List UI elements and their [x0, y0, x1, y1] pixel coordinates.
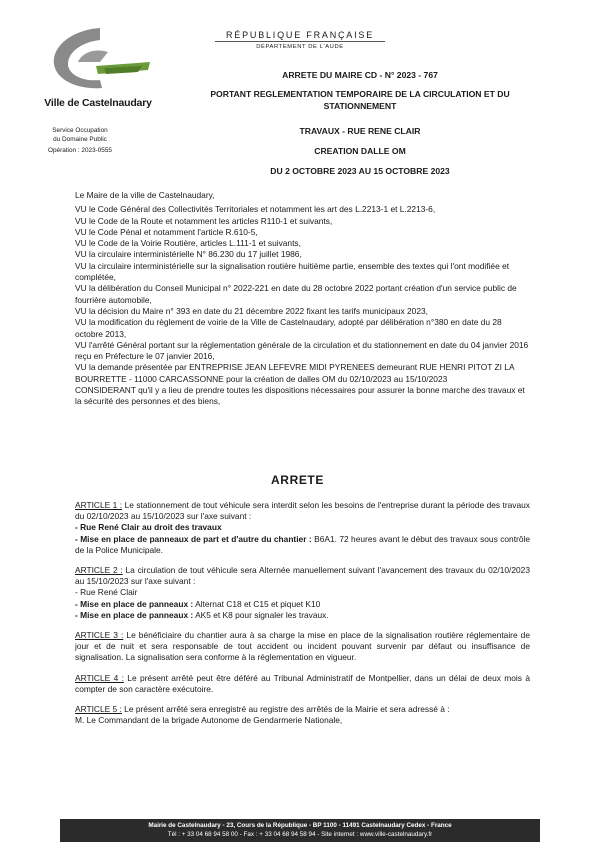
- preamble-line: VU le Code Général des Collectivités Territoriales et notamment les art des L.2213-1 et L.2213-6,: [75, 204, 436, 215]
- article-text: Le bénéficiaire du chantier aura à sa charge la mise en place de la signalisation routière réglementaire de jour et de nuit et sera responsable de tout accident ou incident pouvant survenir par défaut ou insuffisance de signalisation. La signalisation sera conforme à la réglementation en vigueur.: [75, 630, 531, 663]
- preamble-line: Le Maire de la ville de Castelnaudary,: [75, 190, 215, 200]
- decree-works: TRAVAUX - RUE RENE CLAIR: [299, 126, 421, 136]
- footer-address: Mairie de Castelnaudary - 23, Cours de la République - BP 1100 - 11491 Castelnaudary Cedex - France: [148, 822, 452, 829]
- article-text: La circulation de tout véhicule sera Alternée manuellement suivant l'avancement des travaux du 02/10/2023 au 15/10/2023 sur l'axe suivant :: [75, 565, 530, 587]
- preamble-line: VU la demande présentée par ENTREPRISE JEAN LEFEVRE MIDI PYRENEES demeurant RUE HENRI PITOT ZI LA BOURRETTE - 11000 CARCASSONNE pour la création de dalles OM du 02/10/2023 au 15/10/2023: [75, 362, 515, 384]
- article-bullet: - Rue René Clair: [75, 587, 138, 598]
- preamble-line: CONSIDERANT qu'il y a lieu de prendre toutes les dispositions nécessaires pour assurer la bonne marche des travaux et la sécurité des personnes et des biens,: [75, 385, 525, 407]
- article-label: ARTICLE 4 :: [75, 672, 124, 683]
- preamble-line: VU la modification du règlement de voirie de la Ville de Castelnaudary, adopté par délibération n°380 en date du 28 octobre 2013,: [75, 317, 502, 339]
- article-bullet: [75, 610, 530, 621]
- decree-subject: CREATION DALLE OM: [314, 146, 406, 156]
- service-line: du Domaine Public: [53, 135, 107, 143]
- footer-bar: [60, 819, 540, 842]
- preamble-line: VU la décision du Maire n° 393 en date du 21 décembre 2022 fixant les tarifs municipaux 2023,: [75, 305, 428, 316]
- operation-number: Opération : 2023-0555: [48, 147, 112, 155]
- decision-heading: ARRETE: [271, 473, 324, 487]
- article-3: [75, 630, 530, 664]
- preamble: [75, 190, 530, 408]
- article-text: Le stationnement de tout véhicule sera interdit selon les besoins de l'entreprise durant la période des travaux du 02/10/2023 au 15/10/2023 sur l'axe suivant :: [75, 500, 530, 522]
- preamble-line: VU la circulaire interministérielle N° 86.230 du 17 juillet 1986,: [75, 249, 302, 260]
- article-bullet-lead: - Mise en place de panneaux :: [75, 598, 194, 609]
- article-5: [75, 704, 530, 715]
- preamble-line: VU l'arrêté Général portant sur la réglementation générale de la circulation et du stationnement en date du 04 janvier 2016 reçu en Préfecture le 07 janvier 2016,: [75, 339, 529, 362]
- header-divider: [215, 41, 385, 42]
- service-line: Service Occupation: [52, 127, 108, 134]
- decree-period: DU 2 OCTOBRE 2023 AU 15 OCTOBRE 2023: [270, 166, 450, 176]
- article-bullet-lead: - Mise en place de panneaux :: [75, 609, 194, 620]
- articles: [75, 500, 530, 726]
- decree-title-line: PORTANT REGLEMENTATION TEMPORAIRE DE LA CIRCULATION ET DU: [210, 89, 510, 99]
- article-bullet-lead: - Mise en place de panneaux de part et d'autre du chantier :: [75, 533, 312, 544]
- preamble-line: VU la délibération du Conseil Municipal n° 2022-221 en date du 28 octobre 2022 portant création d'un service public de fourrière automobile,: [75, 283, 517, 305]
- article-text: Le présent arrêté sera enregistré au registre des arrêtés de la Mairie et sera adressé à :: [121, 704, 450, 715]
- article-4: [75, 673, 530, 695]
- article-label: ARTICLE 3 :: [75, 630, 124, 641]
- article-bullet: - Rue René Clair au droit des travaux: [75, 522, 222, 533]
- department-heading: DÉPARTEMENT DE L'AUDE: [256, 44, 344, 50]
- article-bullet-text: Alternat C18 et C15 et piquet K10: [193, 598, 321, 609]
- decree-number: ARRETE DU MAIRE CD - N° 2023 - 767: [282, 70, 438, 80]
- article-1: [75, 500, 530, 522]
- article-label: ARTICLE 5 :: [75, 704, 122, 715]
- preamble-line: VU le Code Pénal et notamment l'article R.610-5,: [75, 226, 258, 237]
- article-bullet-text: B6A1. 72 heures avant le début des travaux sous contrôle de la Police Municipale.: [75, 533, 530, 555]
- article-bullet: M. Le Commandant de la brigade Autonome de Gendarmerie Nationale,: [75, 715, 343, 726]
- service-block: [25, 127, 135, 156]
- city-name: Ville de Castelnaudary: [44, 97, 152, 109]
- article-text: Le présent arrêté peut être déféré au Tribunal Administratif de Montpellier, dans un délai de deux mois à compter de son caractère exécutoire.: [75, 672, 530, 694]
- preamble-line: VU la circulaire interministérielle sur la signalisation routière huitième partie, ensemble des textes qui l'ont modifiée et complétée,: [75, 260, 510, 283]
- article-bullet: [75, 534, 530, 556]
- city-logo: [38, 22, 158, 94]
- preamble-line: VU le Code de la Voirie Routière, articles L.111-1 et suivants,: [75, 238, 301, 249]
- footer-contact: Tél : + 33 04 68 94 58 00 - Fax : + 33 04 68 94 58 94 - Site internet : www.ville-castelnaudary.fr: [167, 831, 433, 838]
- decree-title-line: STATIONNEMENT: [323, 101, 397, 111]
- preamble-line: VU le Code de la Route et notamment les articles R110-1 et suivants,: [75, 215, 333, 226]
- article-2: [75, 565, 530, 587]
- republic-heading: RÉPUBLIQUE FRANÇAISE: [225, 30, 375, 40]
- article-bullet-text: AK5 et K8 pour signaler les travaux.: [193, 609, 329, 620]
- article-label: ARTICLE 1 :: [75, 500, 123, 510]
- article-label: ARTICLE 2 :: [75, 565, 123, 576]
- article-bullet: [75, 599, 530, 610]
